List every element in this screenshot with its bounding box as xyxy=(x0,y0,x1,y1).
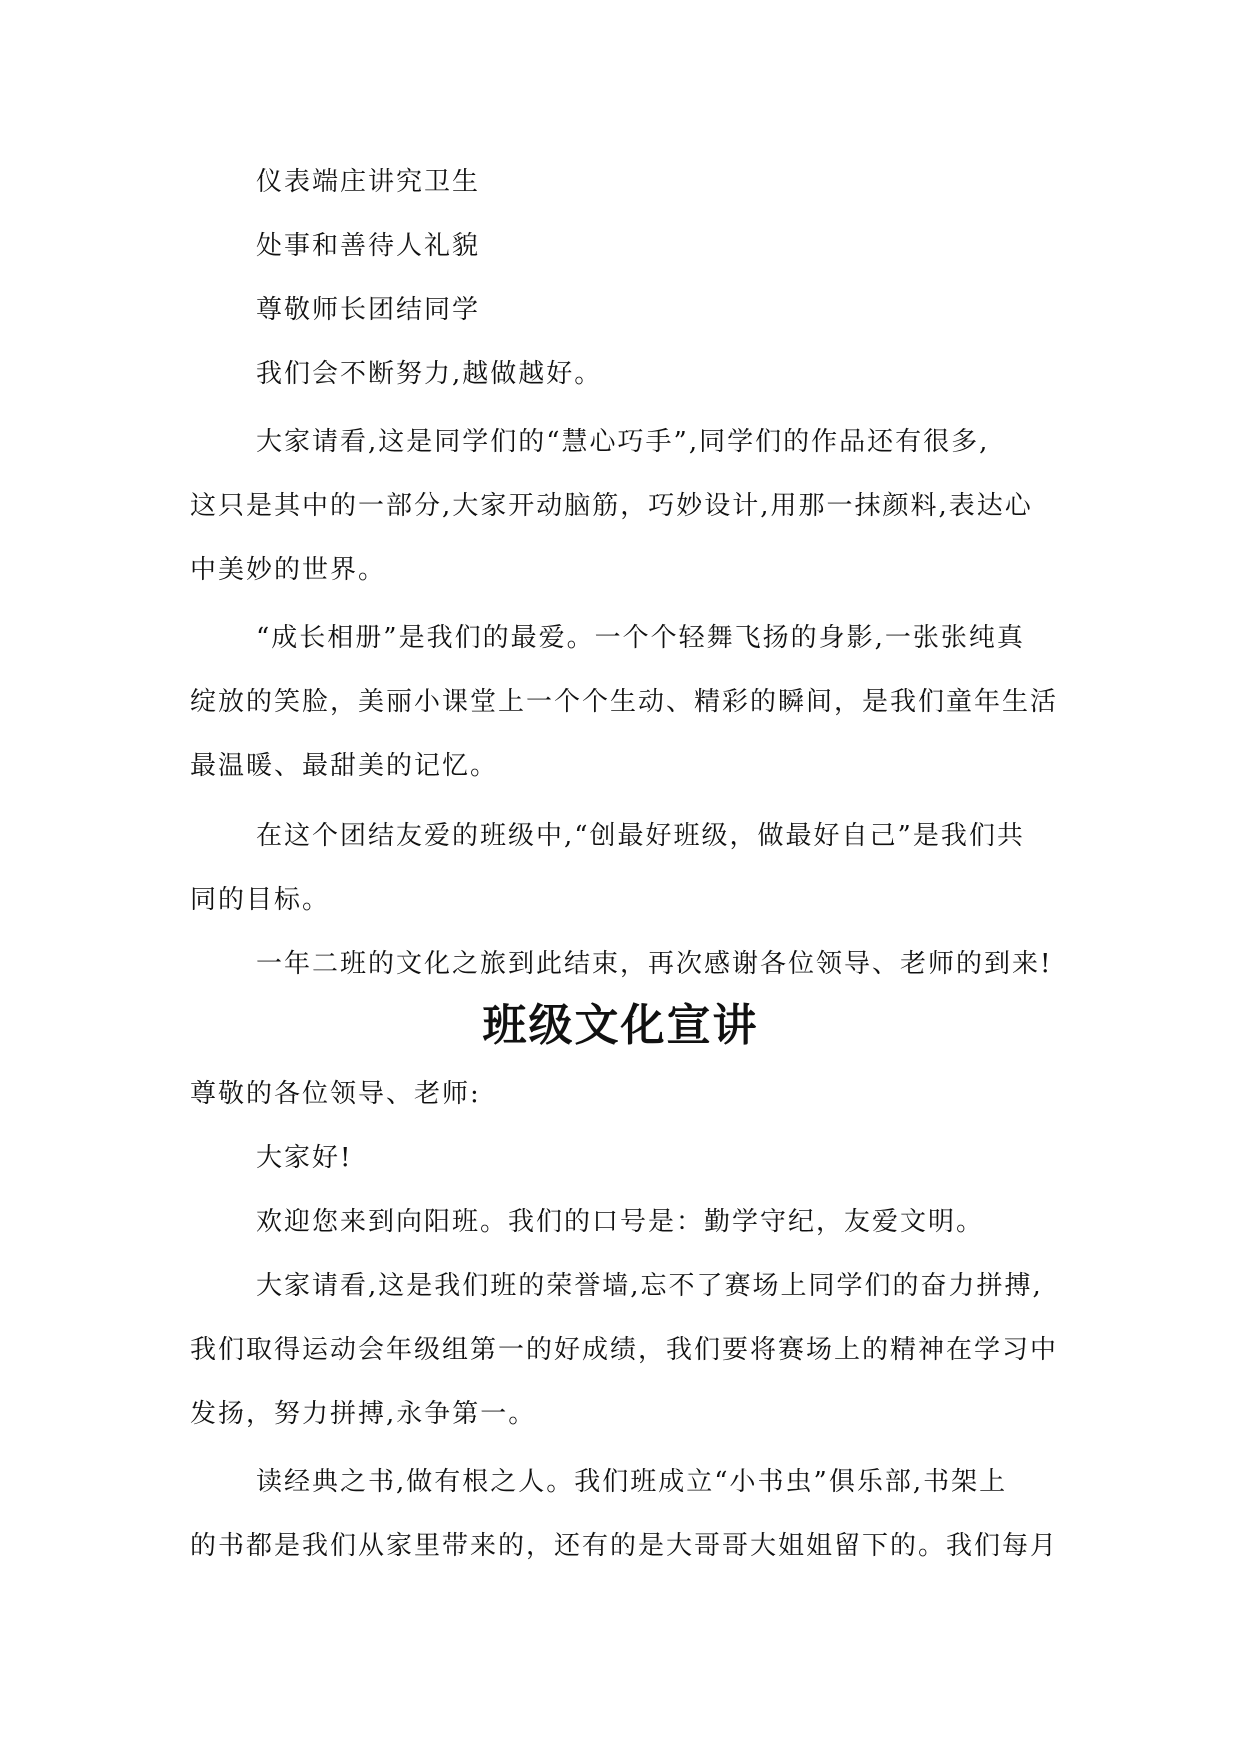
paragraph-line: 这只是其中的一部分,大家开动脑筋，巧妙设计,用那一抹颜料,表达心 xyxy=(190,491,1033,521)
paragraph-line: 绽放的笑脸，美丽小课堂上一个个生动、精彩的瞬间，是我们童年生活 xyxy=(190,687,1059,717)
paragraph-line: 我们取得运动会年级组第一的好成绩，我们要将赛场上的精神在学习中 xyxy=(190,1335,1059,1365)
paragraph-line: 最温暖、最甜美的记忆。 xyxy=(190,751,499,781)
poem-line: 尊敬师长团结同学 xyxy=(256,295,481,325)
paragraph-line: 大家请看,这是我们班的荣誉墙,忘不了赛场上同学们的奋力拼搏, xyxy=(256,1271,1043,1301)
paragraph-line: 在这个团结友爱的班级中,“创最好班级，做最好自己”是我们共 xyxy=(256,821,1025,851)
paragraph-line: 发扬，努力拼搏,永争第一。 xyxy=(190,1399,537,1429)
paragraph-line: 大家请看,这是同学们的“慧心巧手”,同学们的作品还有很多, xyxy=(256,427,990,457)
paragraph-line: 中美妙的世界。 xyxy=(190,555,387,585)
paragraph-line: “成长相册”是我们的最爱。一个个轻舞飞扬的身影,一张张纯真 xyxy=(256,623,1025,653)
document-title: 班级文化宣讲 xyxy=(482,1000,759,1051)
salutation: 尊敬的各位领导、老师: xyxy=(190,1079,481,1109)
paragraph-line: 一年二班的文化之旅到此结束，再次感谢各位领导、老师的到来! xyxy=(256,949,1053,979)
paragraph-line: 同的目标。 xyxy=(190,885,331,915)
poem-line: 处事和善待人礼貌 xyxy=(256,231,481,261)
poem-line: 我们会不断努力,越做越好。 xyxy=(256,359,603,389)
greeting: 大家好! xyxy=(256,1143,353,1173)
paragraph-line: 读经典之书,做有根之人。我们班成立“小书虫”俱乐部,书架上 xyxy=(256,1467,1008,1497)
paragraph-line: 的书都是我们从家里带来的，还有的是大哥哥大姐姐留下的。我们每月 xyxy=(190,1531,1059,1561)
slogan-line: 欢迎您来到向阳班。我们的口号是：勤学守纪，友爱文明。 xyxy=(256,1207,985,1237)
poem-line: 仪表端庄讲究卫生 xyxy=(256,167,481,197)
